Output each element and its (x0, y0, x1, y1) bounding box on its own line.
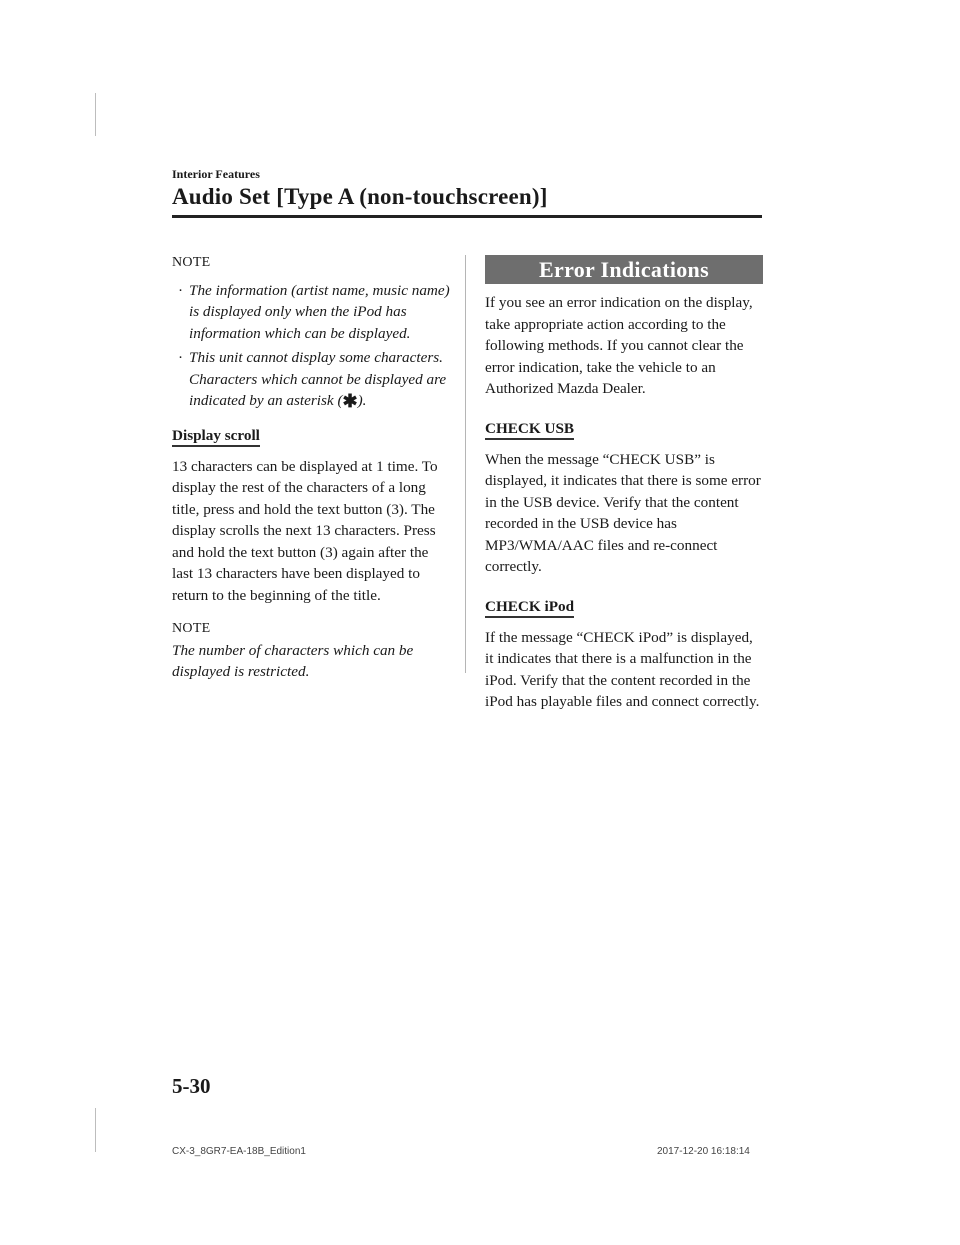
note-bullets (172, 280, 452, 412)
check-ipod-heading: CHECK iPod (485, 598, 574, 618)
check-usb-body: When the message “CHECK USB” is displayed, it indicates that there is some error in the USB device. Verify that the content recorded in the USB device has MP3/WMA/AAC files and re-connect correctly. (485, 450, 761, 575)
note-label: NOTE (172, 255, 211, 270)
page-number: 5-30 (172, 1074, 211, 1098)
bullet-dot: · (178, 349, 184, 366)
right-column (485, 255, 763, 721)
note-bullet-text: The information (artist name, music name) is displayed only when the iPod has information which can be displayed. (189, 281, 450, 342)
bullet-dot: · (178, 281, 184, 299)
crop-mark-bottom-vertical (95, 1108, 96, 1152)
note-bullet-text: This unit cannot display some characters. Characters which cannot be displayed are indicated by an asterisk ( (189, 349, 447, 409)
footer-doc-id: CX-3_8GR7-EA-18B_Edition1 (172, 1146, 306, 1157)
display-scroll-body: 13 characters can be displayed at 1 time. To display the rest of the characters of a long title, press and hold the text button (3). The display scrolls the next 13 characters. Press and hold the text button (3) again after the last 13 characters have been displayed to return to the beginning of the title. (172, 457, 438, 604)
footer-timestamp: 2017-12-20 16:18:14 (657, 1146, 750, 1157)
asterisk-icon: ✱ (342, 391, 358, 411)
note-bullet-item (172, 347, 452, 412)
check-usb-heading: CHECK USB (485, 420, 574, 440)
left-column (172, 252, 452, 691)
section-label: Interior Features (172, 167, 260, 181)
error-indications-banner: Error Indications (485, 255, 763, 284)
page-title: Audio Set [Type A (non-touchscreen)] (172, 184, 548, 209)
error-intro: If you see an error indication on the display, take appropriate action according to the following methods. If you cannot clear the error indication, take the vehicle to an Authorized Mazda Dealer. (485, 294, 753, 397)
note2-label: NOTE (172, 621, 211, 636)
crop-mark-top-horizontal (0, 92, 96, 93)
crop-mark-top-vertical (95, 92, 96, 136)
note-bullet-close: ). (357, 392, 367, 409)
note2-text: The number of characters which can be displayed is restricted. (172, 641, 414, 680)
check-ipod-body: If the message “CHECK iPod” is displayed, it indicates that there is a malfunction in the iPod. Verify that the content recorded in the iPod has playable files and connect correctly. (485, 628, 760, 710)
column-divider (465, 255, 466, 673)
display-scroll-heading: Display scroll (172, 427, 260, 447)
note-bullet-item (172, 280, 452, 345)
title-rule (172, 215, 762, 218)
